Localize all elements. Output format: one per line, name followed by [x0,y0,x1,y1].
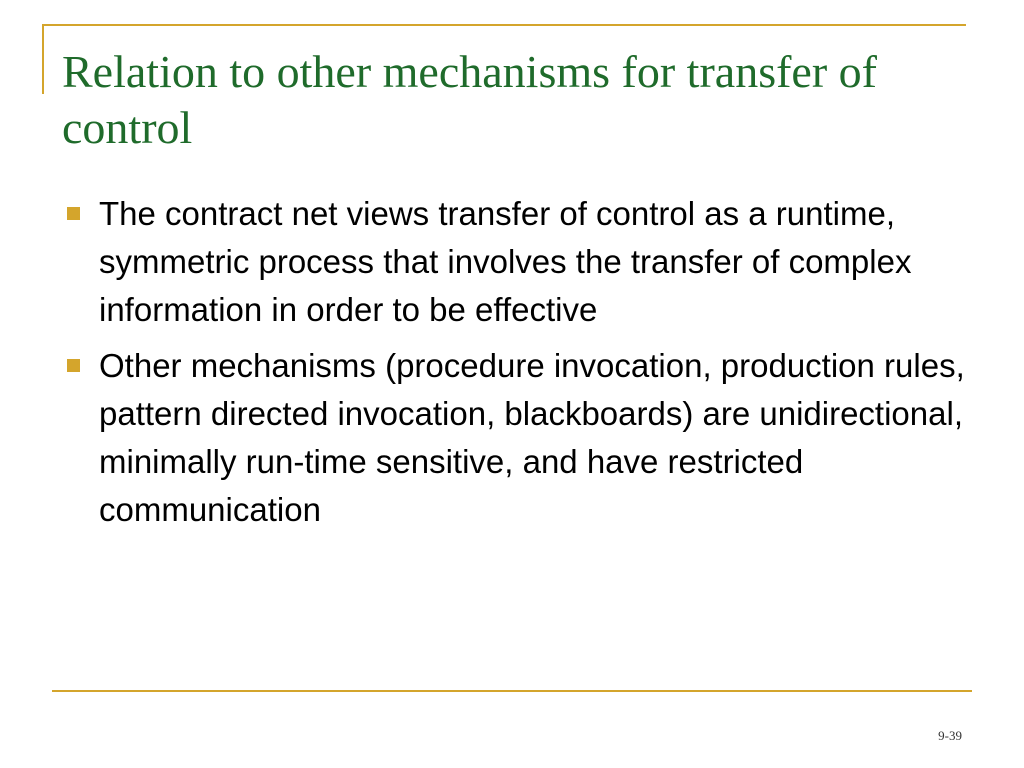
bullet-text: Other mechanisms (procedure invocation, production rules, pattern directed invocation, blackboards) are unidirectional, minimally run-time sensitive, and have restricted communication [99,347,965,528]
footer-divider [52,690,972,692]
square-bullet-icon [67,359,80,372]
left-accent-line [42,24,44,94]
bullet-text: The contract net views transfer of control as a runtime, symmetric process that involves the transfer of complex information in order to be effective [99,195,912,328]
bullet-list [62,190,982,542]
page-number: 9-39 [938,728,962,743]
bullet-item [62,342,982,534]
bullet-item [62,190,982,334]
top-accent-line [42,24,966,26]
square-bullet-icon [67,207,80,220]
slide-title: Relation to other mechanisms for transfer of control [62,46,877,153]
